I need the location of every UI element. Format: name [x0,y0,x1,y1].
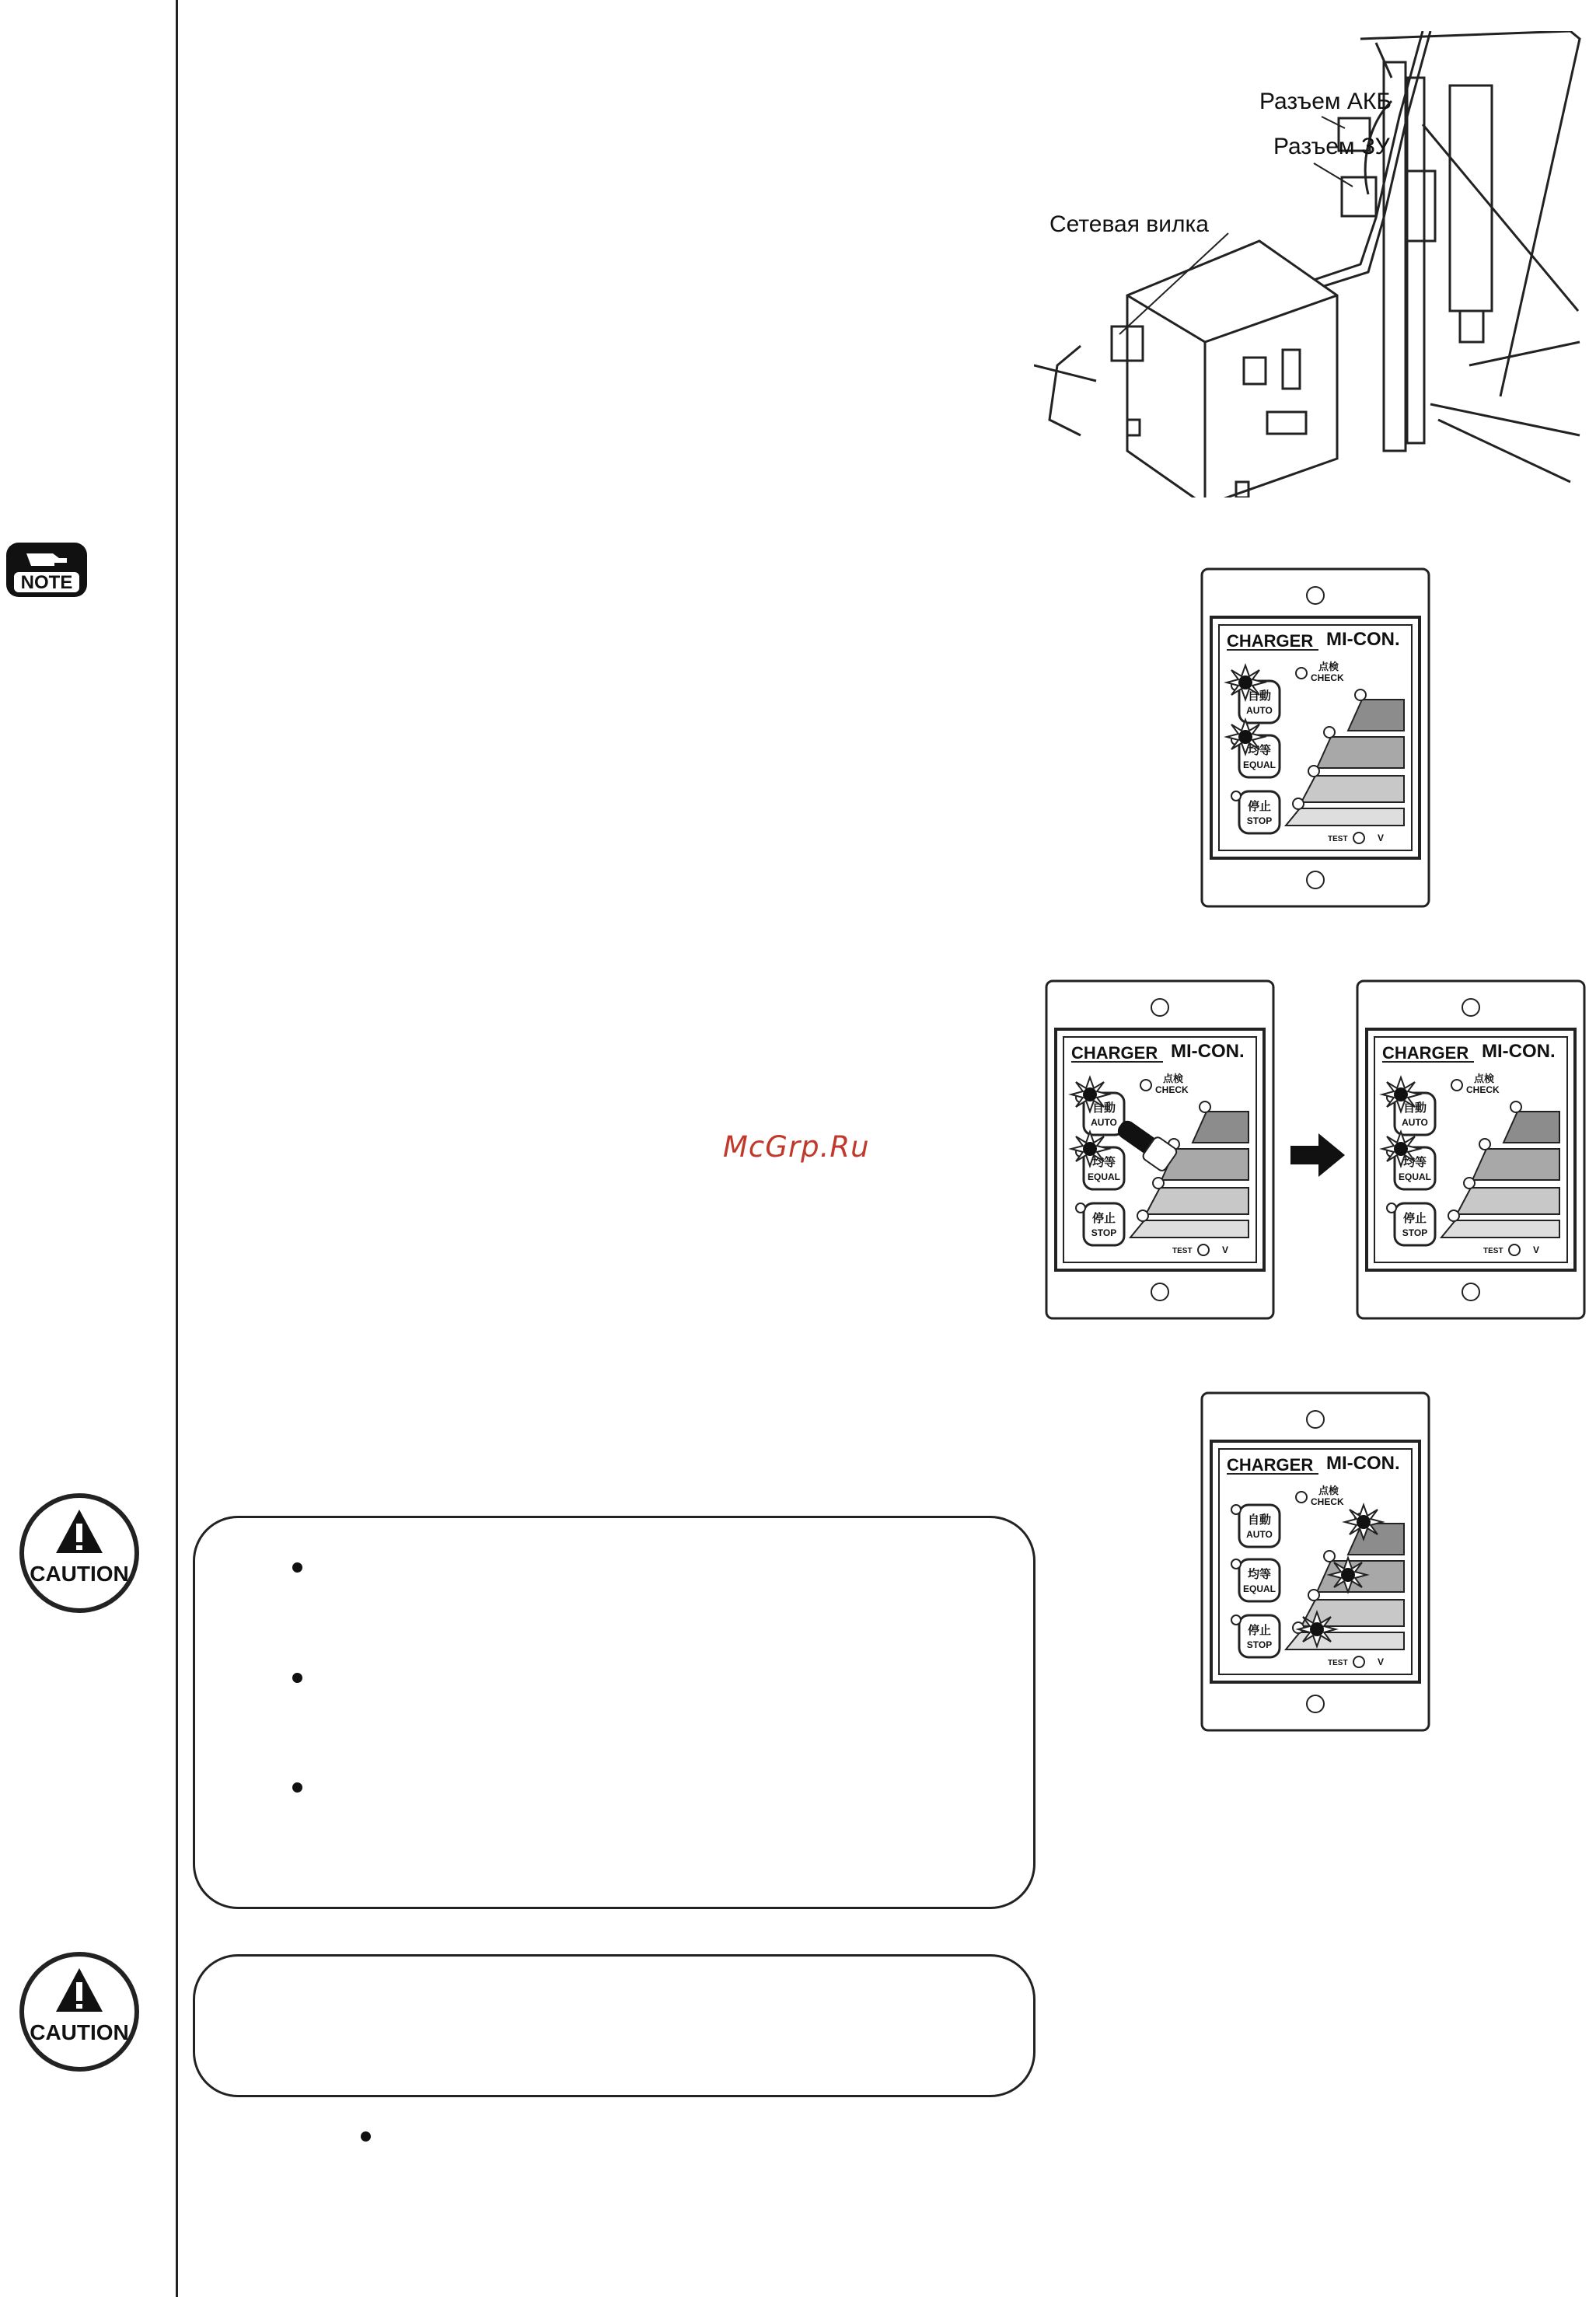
stop-button[interactable] [1239,1615,1280,1657]
panel-title: CHARGER [1382,1043,1469,1063]
auto-button-label: AUTO [1246,705,1273,716]
stop-button-cn: 停止 [1402,1212,1427,1225]
auto-button-label: AUTO [1402,1117,1428,1128]
bullet [292,1782,302,1793]
led-lit-icon [1071,1077,1109,1112]
test-label: TEST [1328,835,1348,843]
caution-label: CAUTION [30,1562,129,1586]
equal-button-label: EQUAL [1399,1171,1431,1182]
bullet [292,1562,302,1573]
volt-label: V [1378,1656,1385,1667]
charger-panel [1045,979,1275,1320]
led-lit-icon [1298,1612,1336,1646]
stop-button-cn: 停止 [1091,1212,1116,1225]
equal-button-label: EQUAL [1088,1171,1120,1182]
test-label: TEST [1328,1659,1348,1667]
stop-button-label: STOP [1402,1227,1428,1238]
panel-brand: MI-CON. [1326,629,1400,650]
equal-button[interactable] [1239,1559,1280,1601]
auto-button-cn: 自動 [1402,1101,1427,1115]
watermark: McGrp.Ru [723,1130,870,1164]
equal-button-cn: 均等 [1247,1568,1272,1581]
charger-connector-label: Разъем ЗУ [1273,134,1390,159]
connection-illustration [1034,31,1587,497]
caution-label: CAUTION [30,2020,129,2044]
check-label: CHECK [1155,1084,1189,1095]
check-label-cn: 点検 [1474,1073,1495,1084]
stop-button[interactable] [1239,791,1280,833]
stop-button[interactable] [1084,1203,1124,1245]
note-label: NOTE [20,572,73,593]
panel-brand: MI-CON. [1326,1453,1400,1474]
check-label-cn: 点検 [1163,1073,1184,1084]
auto-button-label: AUTO [1091,1117,1117,1128]
charger-panel [1356,979,1586,1320]
led-lit-icon [1382,1077,1420,1112]
stop-button-label: STOP [1246,815,1273,826]
stop-button[interactable] [1395,1203,1435,1245]
equal-button-cn: 均等 [1091,1156,1116,1169]
battery-connector-label: Разъем АКБ [1259,89,1392,114]
test-label: TEST [1172,1247,1193,1255]
margin-rule [176,0,178,2297]
caution-box-2 [193,1954,1035,2097]
led-lit-icon [1227,720,1264,754]
panel-title: CHARGER [1227,631,1314,651]
equal-button-label: EQUAL [1243,759,1276,770]
panel-brand: MI-CON. [1482,1041,1556,1062]
stop-button-label: STOP [1246,1639,1273,1650]
auto-button-cn: 自動 [1247,689,1272,703]
caution-icon [19,1492,140,1614]
panel-brand: MI-CON. [1171,1041,1245,1062]
check-label-cn: 点検 [1318,661,1339,672]
equal-button-cn: 均等 [1247,744,1272,757]
charger-panel [1200,1391,1430,1732]
check-label: CHECK [1466,1084,1500,1095]
caution-icon [19,1951,140,2072]
test-label: TEST [1483,1247,1503,1255]
note-icon [3,539,90,600]
check-label: CHECK [1311,672,1344,683]
check-label-cn: 点検 [1318,1485,1339,1496]
led-lit-icon [1345,1505,1382,1539]
power-plug-label: Сетевая вилка [1049,211,1209,237]
bullet [292,1673,302,1683]
equal-button-label: EQUAL [1243,1583,1276,1594]
charger-panel [1200,567,1430,908]
auto-button[interactable] [1239,1505,1280,1547]
volt-label: V [1378,833,1385,843]
arrow-right-icon [1290,1133,1345,1177]
stop-button-cn: 停止 [1247,800,1272,813]
check-label: CHECK [1311,1496,1344,1507]
led-lit-icon [1071,1132,1109,1166]
auto-button-label: AUTO [1246,1529,1273,1540]
stop-button-cn: 停止 [1247,1624,1272,1637]
panel-title: CHARGER [1071,1043,1158,1063]
volt-label: V [1533,1244,1540,1255]
led-lit-icon [1382,1132,1420,1166]
bullet [361,2131,371,2142]
stop-button-label: STOP [1091,1227,1117,1238]
auto-button-cn: 自動 [1247,1513,1272,1527]
led-lit-icon [1329,1558,1367,1592]
panel-title: CHARGER [1227,1455,1314,1475]
volt-label: V [1222,1244,1229,1255]
led-lit-icon [1227,665,1264,700]
auto-button-cn: 自動 [1091,1101,1116,1115]
equal-button-cn: 均等 [1402,1156,1427,1169]
caution-box-1 [193,1516,1035,1909]
